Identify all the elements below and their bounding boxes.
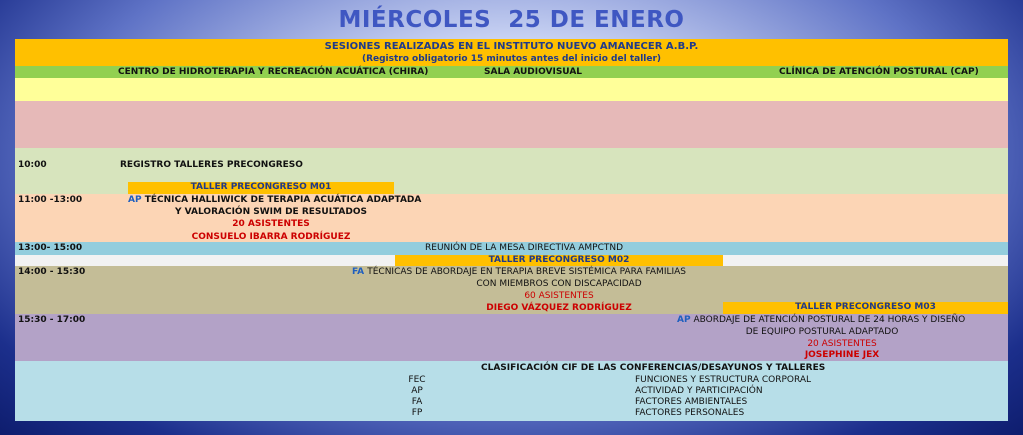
workshop1-speaker: CONSUELO IBARRA RODRÍGUEZ	[191, 232, 351, 242]
classification-band	[15, 361, 1008, 421]
workshop2-line1: TÉCNICAS DE ABORDAJE EN TERAPIA BREVE SISTÉMICA PARA FAMILIAS	[367, 267, 687, 277]
schedule-sheet	[15, 39, 1008, 421]
class-label-ap: ACTIVIDAD Y PARTICIPACIÓN	[635, 386, 763, 396]
workshop1-line2: Y VALORACIÓN SWIM DE RESULTADOS	[175, 207, 367, 217]
class-code-fec: FEC	[408, 375, 426, 385]
meeting-label: REUNIÓN DE LA MESA DIRECTIVA AMPCTND	[425, 243, 624, 253]
registration-time: 10:00	[18, 160, 47, 170]
class-code-fp: FP	[411, 408, 423, 418]
meeting-band	[15, 242, 1008, 255]
workshop2-tag: TALLER PRECONGRESO M02	[395, 255, 723, 266]
header-band	[15, 39, 1008, 66]
workshop2-band	[15, 266, 1008, 314]
class-label-fp: FACTORES PERSONALES	[635, 408, 745, 418]
workshop3-band	[15, 314, 1008, 361]
workshop3-speaker: JOSEPHINE JEX	[804, 350, 880, 360]
pink-band	[15, 101, 1008, 148]
workshop3-attendees: 20 ASISTENTES	[807, 339, 877, 349]
class-code-fa: FA	[411, 397, 423, 407]
workshop1-title	[128, 195, 421, 206]
workshop3-tag: TALLER PRECONGRESO M03	[723, 302, 1008, 314]
workshop2-time: 14:00 - 15:30	[18, 267, 86, 277]
room-chira: CENTRO DE HIDROTERAPIA Y RECREACIÓN ACUÁTICA (CHIRA)	[118, 67, 429, 77]
registration-label: REGISTRO TALLERES PRECONGRESO	[120, 160, 303, 170]
workshop3-title	[677, 315, 965, 326]
workshop3-time: 15:30 - 17:00	[18, 315, 86, 325]
header-title: SESIONES REALIZADAS EN EL INSTITUTO NUEVO AMANECER A.B.P.	[324, 41, 699, 52]
workshop2-code: FA	[352, 267, 365, 277]
workshop3-code: AP	[677, 315, 691, 325]
workshop2-tag-row	[15, 255, 1008, 266]
classification-title: CLASIFICACIÓN CIF DE LAS CONFERENCIAS/DESAYUNOS Y TALLERES	[481, 363, 826, 373]
workshop2-line2: CON MIEMBROS CON DISCAPACIDAD	[476, 279, 642, 289]
header-subtitle: (Registro obligatorio 15 minutos antes del inicio del taller)	[361, 54, 662, 64]
workshop1-tag: TALLER PRECONGRESO M01	[128, 182, 394, 194]
workshop2-speaker: DIEGO VÁZQUEZ RODRÍGUEZ	[486, 303, 632, 313]
class-code-ap: AP	[411, 386, 423, 396]
meeting-time: 13:00- 15:00	[18, 243, 83, 253]
workshop1-attendees: 20 ASISTENTES	[232, 219, 310, 229]
workshop3-line1: ABORDAJE DE ATENCIÓN POSTURAL DE 24 HORAS Y DISEÑO	[693, 315, 966, 325]
room-cap: CLÍNICA DE ATENCIÓN POSTURAL (CAP)	[779, 67, 979, 77]
workshop1-band	[15, 182, 1008, 242]
rooms-band	[15, 66, 1008, 78]
page-title: MIÉRCOLES 25 DE ENERO	[338, 7, 685, 33]
workshop1-line1: TÉCNICA HALLIWICK DE TERAPIA ACUÁTICA ADAPTADA	[144, 195, 422, 205]
class-label-fec: FUNCIONES Y ESTRUCTURA CORPORAL	[635, 375, 812, 385]
workshop2-attendees: 60 ASISTENTES	[524, 291, 594, 301]
class-label-fa: FACTORES AMBIENTALES	[635, 397, 748, 407]
yellow-band	[15, 78, 1008, 101]
workshop1-time: 11:00 -13:00	[18, 195, 83, 205]
workshop3-line2: DE EQUIPO POSTURAL ADAPTADO	[745, 327, 899, 337]
workshop2-title	[352, 267, 686, 278]
workshop1-code: AP	[128, 195, 142, 205]
room-audiovisual: SALA AUDIOVISUAL	[484, 67, 583, 77]
